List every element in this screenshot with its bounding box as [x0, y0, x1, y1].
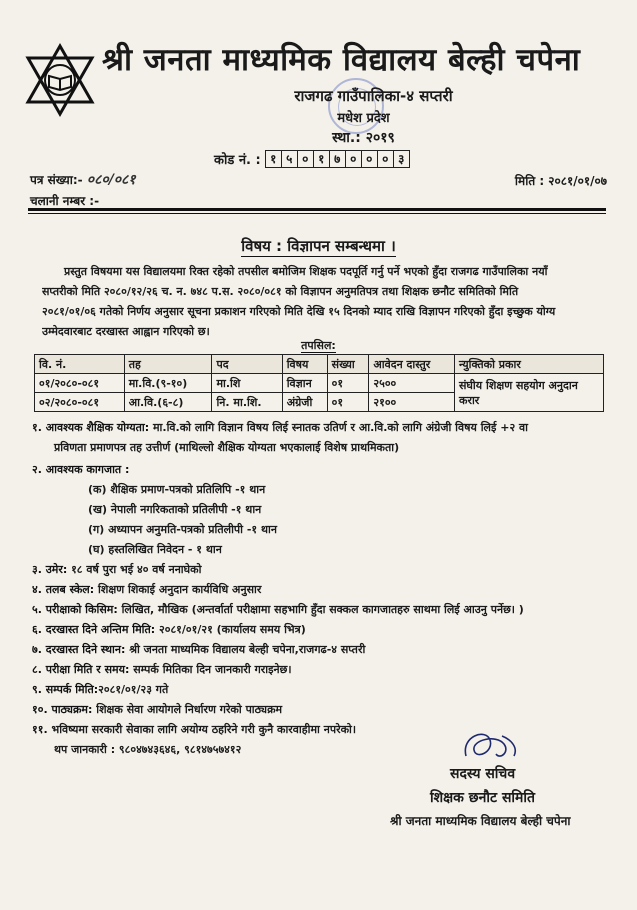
table-cell: आ.वि.(६-८) — [124, 393, 212, 412]
signature-icon — [456, 726, 526, 766]
column-header: संख्या — [327, 355, 369, 374]
list-item: ३. उमेर: १८ वर्ष पुरा भई ४० वर्ष ननाघेको — [32, 563, 202, 576]
column-header: न्युक्तिको प्रकार — [455, 355, 604, 374]
code-digit: १ — [314, 151, 330, 167]
table-cell: मा.वि.(९-१०) — [124, 374, 212, 393]
signature-block — [380, 726, 620, 836]
code-digit: ० — [298, 151, 314, 167]
contact-info: थप जानकारी : ९८०४७४३६४६, ९८१४७५७४१२ — [54, 743, 242, 756]
table-cell: २५०० — [369, 374, 455, 393]
school-name: श्री जनता माध्यमिक विद्यालय बेल्ही चपेना — [102, 42, 581, 78]
letter-subject: विषय : विज्ञापन सम्बन्धमा । — [241, 237, 396, 255]
code-digit: ३ — [398, 152, 405, 166]
dispatch-number: चलानी नम्बर :- — [30, 194, 100, 208]
code-boxes — [265, 150, 410, 168]
body-line: उम्मेदवारबाट दरखास्त आह्वान गरिएको छ। — [42, 325, 210, 338]
body-paragraph — [42, 262, 602, 342]
list-item: १०. पाठ्यक्रम: शिक्षक सेवा आयोगले निर्धारण गरेको पाठ्यक्रम — [32, 703, 283, 716]
appointment-type-cell: संघीय शिक्षण सहयोग अनुदान करार — [455, 374, 604, 412]
code-digit: ७ — [330, 151, 346, 167]
ref-value: ०८०/०८१ — [86, 172, 136, 188]
column-header: वि. नं. — [35, 355, 125, 374]
code-digit: ० — [378, 151, 394, 167]
committee-name: शिक्षक छनौट समिति — [430, 790, 536, 806]
header-divider — [28, 208, 606, 211]
school-code — [214, 150, 410, 168]
province-line: मधेश प्रदेश — [337, 111, 390, 126]
table-cell: अंग्रेजी — [282, 393, 327, 412]
address-line: राजगढ गाउँपालिका-४ सप्तरी — [294, 87, 453, 105]
body-line: सप्तरीको मिति २०८०/१२/२६ च. न. ७४८ प.स. २०८०/०८१ को विज्ञापन अनुमतिपत्र तथा शिक्षक छनौट समितिको मिति — [42, 285, 519, 298]
table-cell: नि. मा.शि. — [212, 393, 282, 412]
table-cell: ०२/२०८०-०८१ — [35, 393, 125, 412]
document-item: (ग) अध्यापन अनुमति-पत्रको प्रतिलीपी -१ थान — [88, 523, 277, 536]
document-item: (ख) नेपाली नगरिकताको प्रतिलीपी -१ थान — [88, 503, 262, 516]
document-item: (क) शैक्षिक प्रमाण-पत्रको प्रतिलिपि -१ थान — [88, 483, 266, 496]
body-line: प्रस्तुत विषयमा यस विद्यालयमा रिक्त रहेको तपसील बमोजिम शिक्षक पदपूर्ति गर्नु पर्ने भएको हुँदा राजगढ गाउँपालिका नयाँ — [64, 265, 548, 278]
body-line: २०८१/०१/०६ गतेको निर्णय अनुसार सूचना प्रकाशन गरिएको मिति देखि १५ दिनको म्याद राखि विज्ञापन गरिएको हुँदा इच्छुक योग्य — [42, 305, 556, 318]
list-item: प्रविणता प्रमाणपत्र तह उत्तीर्ण (माथिल्लो शैक्षिक योग्यता भएकालाई विशेष प्राथमिकता) — [54, 441, 400, 454]
reference-number — [30, 170, 136, 189]
list-item: ६. दरखास्त दिने अन्तिम मिति: २०८१/०१/२१ (कार्यालय समय भित्र) — [32, 623, 306, 636]
list-item: ७. दरखास्त दिने स्थान: श्री जनता माध्यमिक विद्यालय बेल्ही चपेना,राजगढ-४ सप्तरी — [32, 643, 366, 656]
table-cell: विज्ञान — [282, 374, 327, 393]
table-cell: मा.शि — [212, 374, 282, 393]
code-digit: ० — [362, 151, 378, 167]
code-label: कोड नं. : — [214, 153, 261, 168]
list-item: १. आवश्यक शैक्षिक योग्यता: मा.वि.को लागि विज्ञान विषय लिई स्नातक उतिर्ण र आ.वि.को लागि अंग्रेजी विषय लिई +२ वा — [32, 421, 528, 434]
column-header: तह — [124, 355, 212, 374]
details-label: तपसिल: — [301, 339, 336, 352]
signature-school-name: श्री जनता माध्यमिक विद्यालय बेल्ही चपेना — [390, 814, 571, 828]
table-cell: ०१ — [327, 374, 369, 393]
table-header-row — [35, 355, 604, 374]
code-digit: १ — [266, 151, 282, 167]
code-digit: ५ — [282, 151, 298, 167]
code-digit: ० — [346, 151, 362, 167]
document-item: (घ) हस्तलिखित निवेदन - १ थान — [88, 543, 222, 556]
vacancy-table — [34, 354, 604, 412]
list-item: ५. परीक्षाको किसिम: लिखित, मौखिक (अन्तर्वार्ता परीक्षामा सहभागि हुँदा सक्कल कागजातहरु साथमा लिई आउनु पर्नेछ। ) — [32, 603, 524, 616]
ref-label: पत्र संख्या:- — [30, 173, 83, 187]
letter-date: मिति : २०८१/०१/०७ — [514, 174, 607, 188]
column-header: पद — [212, 355, 282, 374]
table-row — [35, 374, 604, 393]
header-divider-thin — [28, 213, 606, 214]
table-cell: ०१ — [327, 393, 369, 412]
list-item: २. आवश्यक कागजात : — [32, 463, 130, 476]
list-item: ९. सम्पर्क मिति:२०८१/०१/२३ गते — [32, 683, 169, 696]
column-header: आवेदन दास्तुर — [369, 355, 455, 374]
signatory-title: सदस्य सचिव — [450, 766, 516, 782]
column-header: विषय — [282, 355, 327, 374]
table-cell: २१०० — [369, 393, 455, 412]
school-logo-icon — [22, 42, 98, 118]
established-line: स्था.: २०१९ — [332, 130, 395, 146]
list-item: ८. परीक्षा मिति र समय: सम्पर्क मितिका दिन जानकारी गराइनेछ। — [32, 663, 292, 676]
table-cell: ०१/२०८०-०८१ — [35, 374, 125, 393]
list-item: ४. तलब स्केल: शिक्षण शिकाई अनुदान कार्यविधि अनुसार — [32, 583, 262, 596]
list-item: ११. भविष्यमा सरकारी सेवाका लागि अयोग्य ठहरिने गरी कुनै कारवाहीमा नपरेको। — [32, 723, 357, 736]
